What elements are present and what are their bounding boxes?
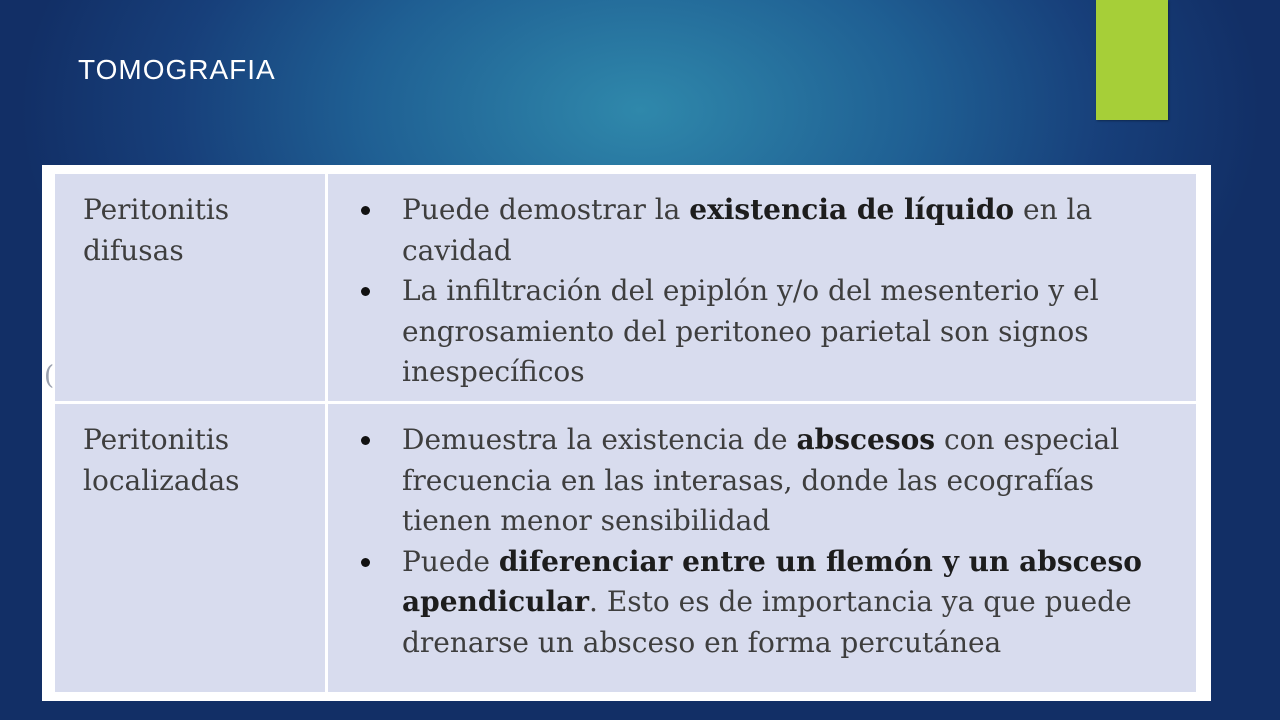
list-item bbox=[345, 542, 1186, 664]
bullet-list bbox=[345, 190, 1186, 393]
bullet-text: en la cavidad bbox=[402, 193, 1093, 267]
stray-mark: ( bbox=[44, 361, 55, 391]
bullet-text: La infiltración del epiplón y/o del mesenterio y el engrosamiento del peritoneo parietal son signos inespecíficos bbox=[402, 274, 1099, 388]
bullet-bold-text: existencia de líquido bbox=[689, 193, 1015, 226]
tomography-findings-table bbox=[52, 171, 1199, 695]
row-content-cell bbox=[327, 173, 1198, 403]
row-label-line: Peritonitis bbox=[83, 193, 230, 226]
bullet-text: . Esto es de importancia ya que puede drenarse un absceso en forma percutánea bbox=[402, 585, 1132, 659]
row-label-line: difusas bbox=[83, 233, 184, 267]
row-label-cell bbox=[54, 173, 327, 403]
table-row bbox=[54, 403, 1198, 694]
table-row bbox=[54, 173, 1198, 403]
list-item bbox=[345, 190, 1186, 271]
bullet-text: con especial frecuencia en las interasas, donde las ecografías tienen menor sensibilidad bbox=[402, 423, 1120, 537]
bullet-text: Puede demostrar la bbox=[402, 193, 690, 226]
list-item bbox=[345, 271, 1186, 393]
slide-title: TOMOGRAFIA bbox=[78, 54, 276, 85]
bullet-bold-text: abscesos bbox=[796, 423, 936, 456]
row-content-cell bbox=[327, 403, 1198, 694]
bullet-text: Demuestra la existencia de bbox=[402, 423, 797, 456]
list-item bbox=[345, 420, 1186, 542]
table-image bbox=[42, 165, 1211, 701]
bullet-text: Puede bbox=[402, 544, 499, 578]
row-label-line: localizadas bbox=[83, 463, 240, 497]
row-label-cell bbox=[54, 403, 327, 694]
bullet-bold-text: diferenciar entre un flemón y un absceso apendicular bbox=[402, 544, 1142, 618]
row-label-line: Peritonitis bbox=[83, 423, 230, 456]
accent-bar bbox=[1096, 0, 1168, 120]
bullet-list bbox=[345, 420, 1186, 663]
